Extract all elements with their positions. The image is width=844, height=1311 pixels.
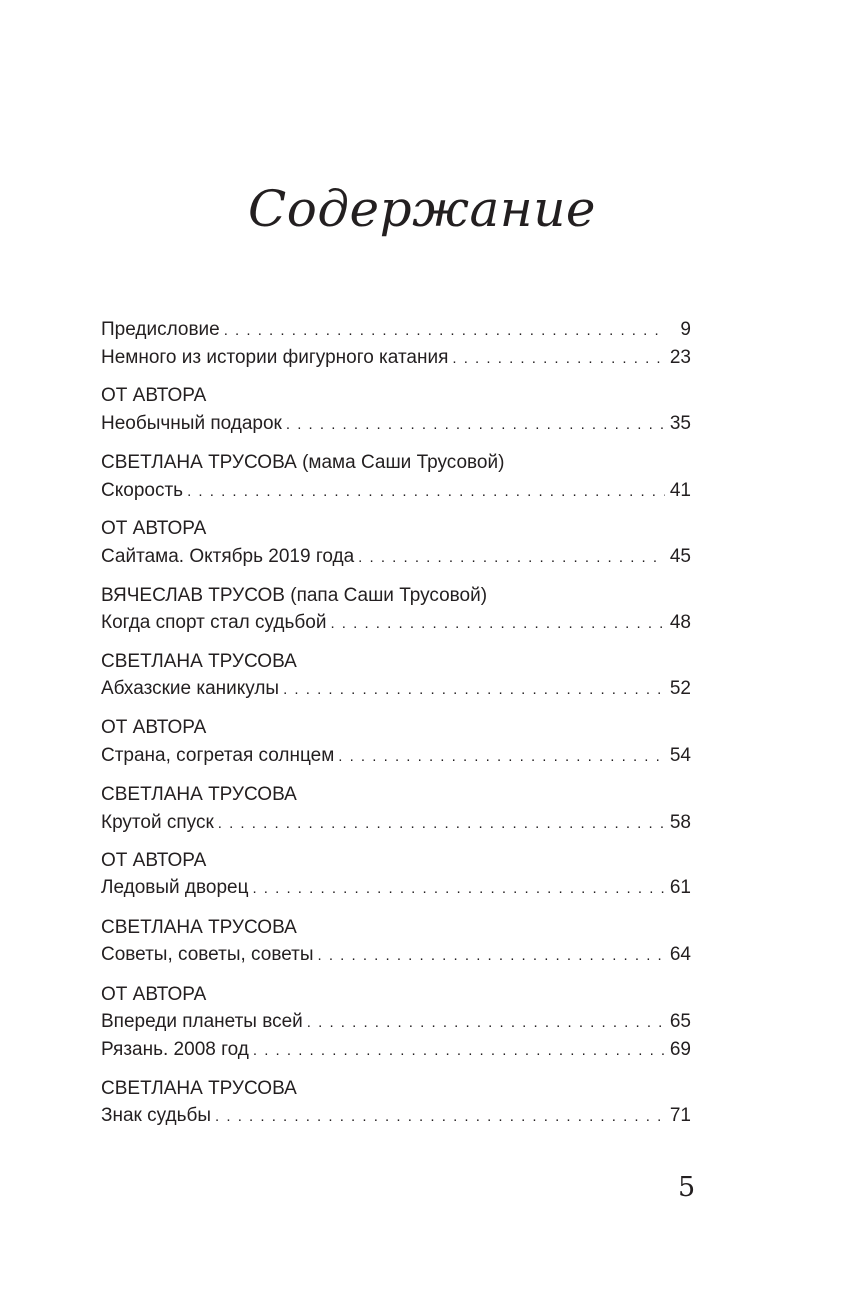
toc-section-heading: СВЕТЛАНА ТРУСОВА (мама Саши Трусовой) bbox=[101, 452, 505, 473]
toc-entry[interactable] bbox=[101, 874, 691, 902]
toc-entry[interactable] bbox=[101, 410, 691, 438]
dot-leader bbox=[252, 875, 665, 903]
toc-section-heading: ОТ АВТОРА bbox=[101, 385, 207, 406]
toc-entry-page: 9 bbox=[680, 319, 691, 340]
toc-entry-title: Впереди планеты всей bbox=[101, 1008, 307, 1036]
toc-section-heading: СВЕТЛАНА ТРУСОВА bbox=[101, 917, 297, 938]
toc-entry-page: 58 bbox=[669, 812, 691, 833]
toc-entry-page: 69 bbox=[669, 1039, 691, 1060]
toc-entry-page: 41 bbox=[669, 480, 691, 501]
toc-entry[interactable] bbox=[101, 344, 691, 372]
toc-section-heading: СВЕТЛАНА ТРУСОВА bbox=[101, 784, 297, 805]
dot-leader bbox=[338, 743, 665, 771]
dot-leader bbox=[330, 610, 665, 638]
toc-entry[interactable] bbox=[101, 316, 691, 344]
toc-entry-page: 35 bbox=[669, 413, 691, 434]
dot-leader bbox=[286, 411, 665, 439]
dot-leader bbox=[187, 478, 665, 506]
dot-leader bbox=[218, 810, 665, 838]
toc-section-heading: ОТ АВТОРА bbox=[101, 717, 207, 738]
dot-leader bbox=[358, 544, 665, 572]
toc-section-heading: ОТ АВТОРА bbox=[101, 518, 207, 539]
toc-entry-page: 54 bbox=[669, 745, 691, 766]
toc-entry-page: 45 bbox=[669, 546, 691, 567]
toc-entry[interactable] bbox=[101, 1036, 691, 1064]
toc-entry-title: Немного из истории фигурного катания bbox=[101, 344, 452, 372]
page-number: 5 bbox=[678, 1172, 696, 1203]
toc-entry-title: Знак судьбы bbox=[101, 1102, 215, 1130]
toc-entry[interactable] bbox=[101, 675, 691, 703]
toc-section-heading: ВЯЧЕСЛАВ ТРУСОВ (папа Саши Трусовой) bbox=[101, 585, 488, 606]
toc-entry-page: 61 bbox=[669, 877, 691, 898]
toc-entry[interactable] bbox=[101, 543, 691, 571]
toc-section-heading: СВЕТЛАНА ТРУСОВА bbox=[101, 1078, 297, 1099]
dot-leader bbox=[452, 345, 665, 373]
toc-entry-page: 52 bbox=[669, 678, 691, 699]
toc-section-heading: ОТ АВТОРА bbox=[101, 984, 207, 1005]
toc-entry-page: 23 bbox=[669, 347, 691, 368]
dot-leader bbox=[215, 1103, 665, 1131]
toc-entry[interactable] bbox=[101, 809, 691, 837]
toc-entry-title: Ледовый дворец bbox=[101, 874, 252, 902]
toc-entry-title: Необычный подарок bbox=[101, 410, 286, 438]
dot-leader bbox=[253, 1037, 665, 1065]
page-title: Содержание bbox=[247, 180, 597, 238]
dot-leader bbox=[224, 317, 665, 345]
toc-section-heading: ОТ АВТОРА bbox=[101, 850, 207, 871]
toc-entry[interactable] bbox=[101, 941, 691, 969]
toc-entry-title: Абхазские каникулы bbox=[101, 675, 283, 703]
toc-entry-title: Крутой спуск bbox=[101, 809, 218, 837]
dot-leader bbox=[283, 676, 665, 704]
toc-entry[interactable] bbox=[101, 609, 691, 637]
toc-entry-title: Страна, согретая солнцем bbox=[101, 742, 338, 770]
toc-entry[interactable] bbox=[101, 477, 691, 505]
toc-section-heading: СВЕТЛАНА ТРУСОВА bbox=[101, 651, 297, 672]
toc-entry-title: Скорость bbox=[101, 477, 187, 505]
toc-entry[interactable] bbox=[101, 1008, 691, 1036]
toc-entry-title: Сайтама. Октябрь 2019 года bbox=[101, 543, 358, 571]
toc-entry-title: Советы, советы, советы bbox=[101, 941, 318, 969]
toc-entry-title: Рязань. 2008 год bbox=[101, 1036, 253, 1064]
toc-entry-page: 48 bbox=[669, 612, 691, 633]
toc-entry-page: 71 bbox=[669, 1105, 691, 1126]
toc-entry-page: 64 bbox=[669, 944, 691, 965]
dot-leader bbox=[307, 1009, 665, 1037]
toc-entry[interactable] bbox=[101, 742, 691, 770]
dot-leader bbox=[318, 942, 666, 970]
toc-entry-page: 65 bbox=[669, 1011, 691, 1032]
toc-entry-title: Когда спорт стал судьбой bbox=[101, 609, 330, 637]
toc-entry[interactable] bbox=[101, 1102, 691, 1130]
toc-entry-title: Предисловие bbox=[101, 316, 224, 344]
